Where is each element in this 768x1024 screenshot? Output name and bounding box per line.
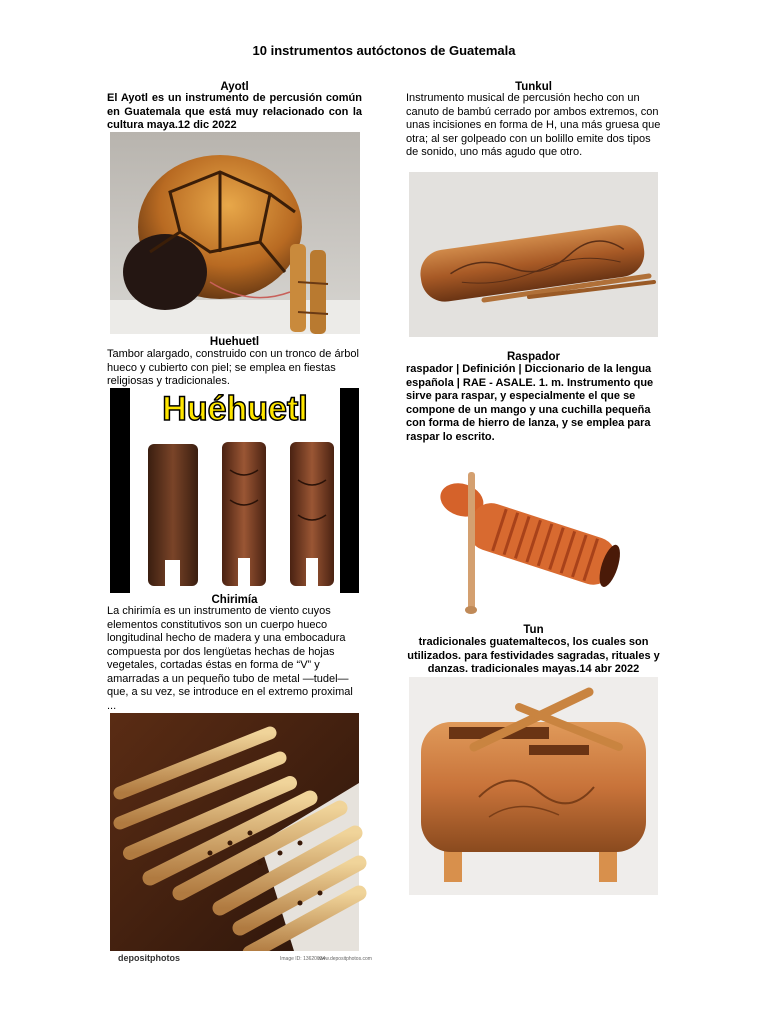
tun-heading: Tun bbox=[523, 624, 544, 636]
chirimia-heading: Chirimía bbox=[211, 594, 258, 606]
tun-image bbox=[409, 677, 658, 895]
tunkul-image bbox=[409, 172, 658, 337]
huehuetl-image bbox=[110, 388, 359, 593]
raspador-text: raspador | Definición | Diccionario de la lengua española | RAE - ASALE. 1. m. Instrumento que sirve para raspar, y especialmente el que se compone de un mango y una cuchilla pequeña con forma de hierro de lanza, y se emplea para raspar lo escrito. bbox=[406, 363, 654, 443]
tun-text: tradicionales guatemaltecos, los cuales son utilizados. para festividades sagradas, rituales y danzas. tradicionales mayas.14 abr 2022 bbox=[407, 636, 660, 675]
raspador-heading: Raspador bbox=[506, 351, 561, 363]
depositphotos-logo: depositphotos bbox=[118, 953, 180, 963]
ayotl-heading: Ayotl bbox=[220, 81, 249, 93]
tunkul-heading: Tunkul bbox=[515, 81, 552, 93]
depositphotos-url: www.depositphotos.com bbox=[318, 956, 372, 962]
document-title: 10 instrumentos autóctonos de Guatemala bbox=[252, 43, 516, 58]
chirimia-text: La chirimía es un instrumento de viento cuyos elementos constitutivos son un cuerpo hueco longitudinal hecho de madera y una embocadura compuesta por dos lengüetas hechas de hojas vegetales, cortadas éstas en forma de “V” y amarradas a un pequeño tubo de metal —tudel— que, a su vez, se introduce en el extremo proximal ... bbox=[107, 605, 353, 712]
huehuetl-heading: Huehuetl bbox=[209, 336, 260, 348]
chirimia-image bbox=[110, 713, 372, 970]
ayotl-text: El Ayotl es un instrumento de percusión común en Guatemala que está muy relacionado con la cultura maya.12 dic 2022 bbox=[107, 92, 362, 131]
image-id-label: Image ID: 13620034 bbox=[280, 956, 326, 962]
raspador-image bbox=[415, 470, 630, 620]
huehuetl-image-title: Huéhuetl bbox=[162, 390, 308, 428]
ayotl-image bbox=[110, 132, 360, 334]
tunkul-text: Instrumento musical de percusión hecho con un canuto de bambú cerrado por ambos extremos, con unas incisiones en forma de H, una más gruesa que otra; al ser golpeado con un bolillo emite dos tipos de sonido, uno más agudo que otro. bbox=[406, 92, 661, 158]
huehuetl-text: Tambor alargado, construido con un tronco de árbol hueco y cubierto con piel; se emplea en fiestas religiosas y tradicionales. bbox=[107, 348, 359, 387]
